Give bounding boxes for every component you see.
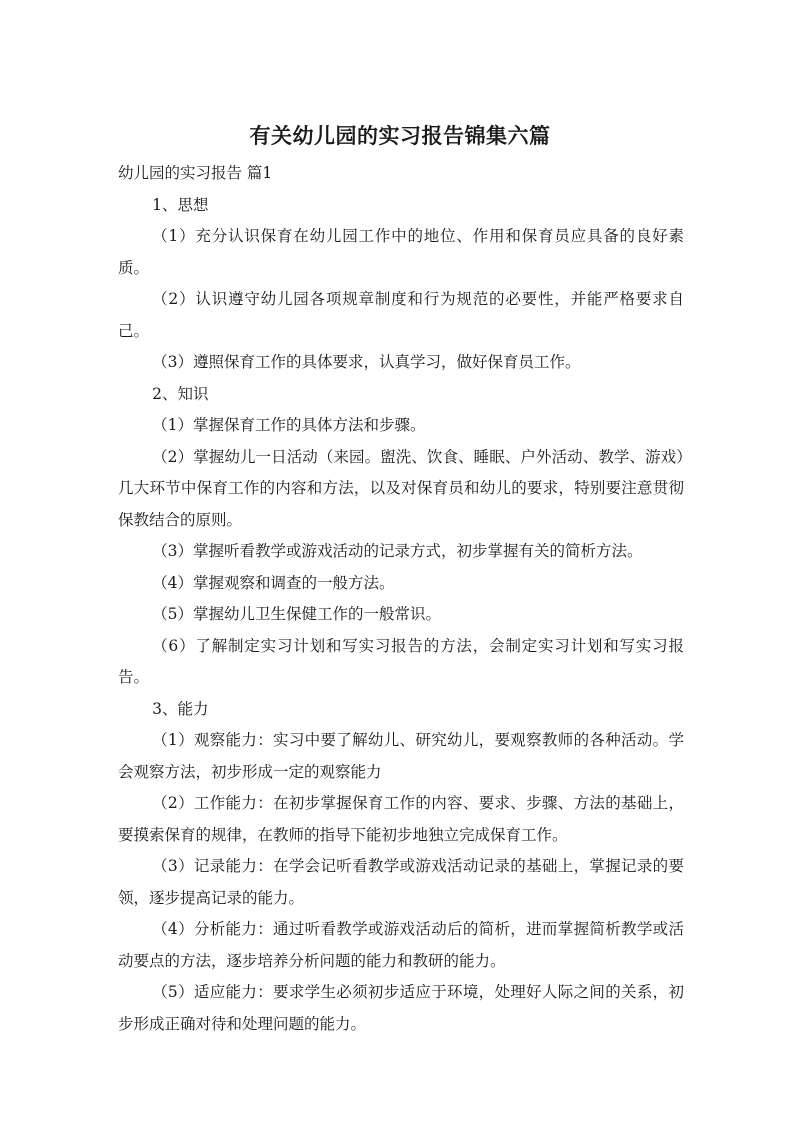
paragraph-heading-thought: 1、思想 — [152, 195, 209, 214]
paragraph: （6）了解制定实习计划和写实习报告的方法，会制定实习计划和写实习报告。 — [118, 636, 684, 686]
document-title: 有关幼儿园的实习报告锦集六篇 — [249, 124, 551, 148]
paragraph: （5）掌握幼儿卫生保健工作的一般常识。 — [152, 605, 441, 623]
paragraph: （1）观察能力：实习中要了解幼儿、研究幼儿，要观察教师的各种活动。学会观察方法，初步形成一定的观察能力 — [118, 731, 684, 781]
paragraph-heading-ability: 3、能力 — [152, 699, 209, 718]
paragraph: （3）掌握听看教学或游戏活动的记录方式，初步掌握有关的简析方法。 — [152, 542, 643, 560]
paragraph: （2）掌握幼儿一日活动（来园。盥洗、饮食、睡眠、户外活动、教学、游戏）几大环节中保育工作的内容和方法，以及对保育员和幼儿的要求，特别要注意贯彻保教结合的原则。 — [118, 447, 684, 529]
paragraph: （2）认识遵守幼儿园各项规章制度和行为规范的必要性，并能严格要求自己。 — [118, 290, 684, 340]
paragraph: （2）工作能力：在初步掌握保育工作的内容、要求、步骤、方法的基础上，要摸索保育的规律，在教师的指导下能初步地独立完成保育工作。 — [118, 794, 684, 844]
paragraph: （3）记录能力：在学会记听看教学或游戏活动记录的基础上，掌握记录的要领，逐步提高记录的能力。 — [118, 857, 684, 907]
paragraph: （1）掌握保育工作的具体方法和步骤。 — [152, 416, 426, 434]
paragraph: （4）分析能力：通过听看教学或游戏活动后的简析，进而掌握简析教学或活动要点的方法，逐步培养分析问题的能力和教研的能力。 — [118, 920, 684, 970]
paragraph: （5）适应能力：要求学生必须初步适应于环境，处理好人际之间的关系，初步形成正确对待和处理问题的能力。 — [118, 983, 684, 1033]
paragraph: （1）充分认识保育在幼儿园工作中的地位、作用和保育员应具备的良好素质。 — [118, 227, 684, 277]
paragraph: （4）掌握观察和调查的一般方法。 — [152, 573, 395, 592]
paragraph-heading-knowledge: 2、知识 — [152, 384, 209, 403]
section-heading: 幼儿园的实习报告 篇1 — [118, 164, 273, 182]
document-body — [118, 158, 684, 1040]
paragraph: （3）遵照保育工作的具体要求，认真学习，做好保育员工作。 — [152, 353, 581, 371]
